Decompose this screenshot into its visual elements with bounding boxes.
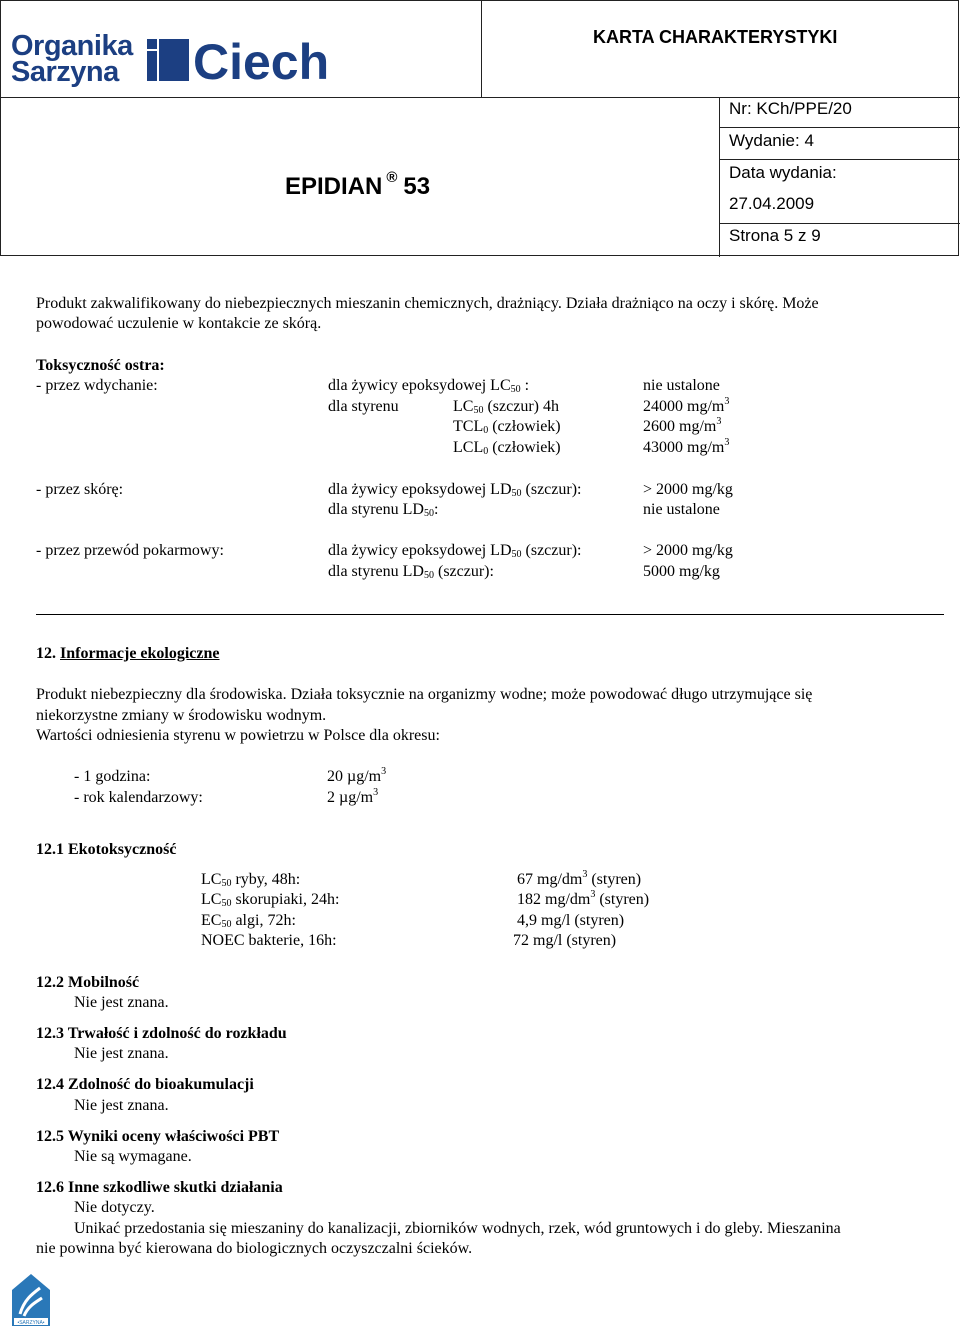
- eco-row-label: NOEC bakterie, 16h:: [201, 932, 337, 949]
- skin-label: - przez skórę:: [36, 481, 124, 498]
- lcl0-human: $LCL_0$ (człowiek): [453, 439, 561, 457]
- lcl0-human-value: 43000 $mg/m^3$: [643, 437, 730, 456]
- lc50-rat: $LC_{50}$ (szczur) 4h: [453, 398, 559, 416]
- final-line-2: nie powinna być kierowana do biologicznych oczyszczalni ścieków.: [36, 1240, 473, 1257]
- skin-styrene-value: nie ustalone: [643, 501, 720, 518]
- organika-sarzyna-logo: Organika Sarzyna: [11, 30, 133, 88]
- oral-resin-value: > 2000 mg/kg: [643, 542, 733, 559]
- persistence-heading: 12.3 Trwałość i zdolność do rozkładu: [36, 1025, 287, 1042]
- eco-row-label: $LC_{50}$ skorupiaki, 24h:: [201, 891, 340, 909]
- issue-date-label: Data wydania:: [729, 163, 837, 182]
- final-line-1: Unikać przedostania się mieszaniny do kanalizacji, zbiorników wodnych, rzek, wód gruntowych i do gleby. Mieszanina: [74, 1220, 841, 1237]
- ciech-logo: [147, 38, 367, 82]
- sarzyna-badge-logo: [10, 1272, 52, 1328]
- acute-toxicity-heading: Toksyczność ostra:: [36, 357, 165, 374]
- ecotoxicity-heading: 12.1 Ekotoksyczność: [36, 841, 177, 858]
- oral-resin: dla żywicy epoksydowej $LD_{50}$ (szczur):: [328, 542, 582, 560]
- inhalation-resin: dla żywicy epoksydowej $LC_{50}$ :: [328, 377, 530, 395]
- persistence-text: Nie jest znana.: [74, 1045, 169, 1062]
- ref-year-value: 2 $\mu g/m^3$: [327, 787, 379, 806]
- eco-row-label: $EC_{50}$ algi, 72h:: [201, 912, 296, 930]
- pbt-heading: 12.5 Wyniki oceny właściwości PBT: [36, 1128, 280, 1145]
- eco-paragraph-1: Produkt niebezpieczny dla środowiska. Działa toksycznie na organizmy wodne; może powodować długo utrzymujące się: [36, 686, 813, 703]
- skin-resin-value: > 2000 mg/kg: [643, 481, 733, 498]
- svg-text:•SARZYNA•: •SARZYNA•: [17, 1320, 45, 1326]
- svg-text:Ciech: Ciech: [193, 38, 330, 82]
- lc50-rat-value: 24000 $mg/m^3$: [643, 396, 730, 415]
- page-number: Strona 5 z 9: [729, 226, 821, 245]
- ref-1h-label: - 1 godzina:: [74, 768, 151, 785]
- document-title: KARTA CHARAKTERYSTYKI: [593, 27, 838, 47]
- eco-row-label: $LC_{50}$ ryby, 48h:: [201, 871, 301, 889]
- inhalation-resin-value: nie ustalone: [643, 377, 720, 394]
- oral-label: - przez przewód pokarmowy:: [36, 542, 224, 559]
- eco-row-value: 72 mg/l (styren): [513, 932, 617, 949]
- skin-styrene: dla styrenu $LD_{50}$:: [328, 501, 439, 519]
- oral-styrene: dla styrenu $LD_{50}$ (szczur):: [328, 563, 494, 581]
- eco-row-value: 4,9 mg/l (styren): [517, 912, 625, 929]
- skin-resin: dla żywicy epoksydowej $LD_{50}$ (szczur):: [328, 481, 582, 499]
- other-effects-text: Nie dotyczy.: [74, 1199, 155, 1216]
- edition: Wydanie: 4: [729, 131, 814, 150]
- bioaccumulation-heading: 12.4 Zdolność do bioakumulacji: [36, 1076, 254, 1093]
- document-header: [0, 0, 959, 256]
- intro-line-2: powodować uczulenie w kontakcie ze skórą.: [36, 315, 322, 332]
- eco-row-value: 67 $mg/dm^3$ (styren): [517, 869, 642, 888]
- bioaccumulation-text: Nie jest znana.: [74, 1097, 169, 1114]
- tcl0-human: $TCL_0$ (człowiek): [453, 418, 561, 436]
- tcl0-human-value: 2600 $mg/m^3$: [643, 416, 722, 435]
- mobility-heading: 12.2 Mobilność: [36, 974, 140, 991]
- ref-1h-value: 20 $\mu g/m^3$: [327, 766, 387, 785]
- inhalation-label: - przez wdychanie:: [36, 377, 158, 394]
- intro-line-1: Produkt zakwalifikowany do niebezpiecznych mieszanin chemicznych, drażniący. Działa drażniąco na oczy i skórę. Może: [36, 295, 819, 312]
- document-number: Nr: KCh/PPE/20: [729, 99, 852, 118]
- inhalation-styrene-label: dla styrenu: [328, 398, 399, 415]
- ref-year-label: - rok kalendarzowy:: [74, 789, 203, 806]
- other-effects-heading: 12.6 Inne szkodliwe skutki działania: [36, 1179, 283, 1196]
- issue-date: 27.04.2009: [729, 194, 815, 213]
- pbt-text: Nie są wymagane.: [74, 1148, 192, 1165]
- eco-row-value: 182 $mg/dm^3$ (styren): [517, 889, 650, 908]
- eco-paragraph-2: niekorzystne zmiany w środowisku wodnym.: [36, 707, 327, 724]
- product-name: EPIDIAN ® 53: [285, 169, 431, 200]
- section-12-heading: 12. Informacje ekologiczne: [36, 645, 220, 662]
- oral-styrene-value: 5000 mg/kg: [643, 563, 720, 580]
- section-divider: [36, 614, 944, 615]
- mobility-text: Nie jest znana.: [74, 994, 169, 1011]
- eco-paragraph-3: Wartości odniesienia styrenu w powietrzu w Polsce dla okresu:: [36, 727, 440, 744]
